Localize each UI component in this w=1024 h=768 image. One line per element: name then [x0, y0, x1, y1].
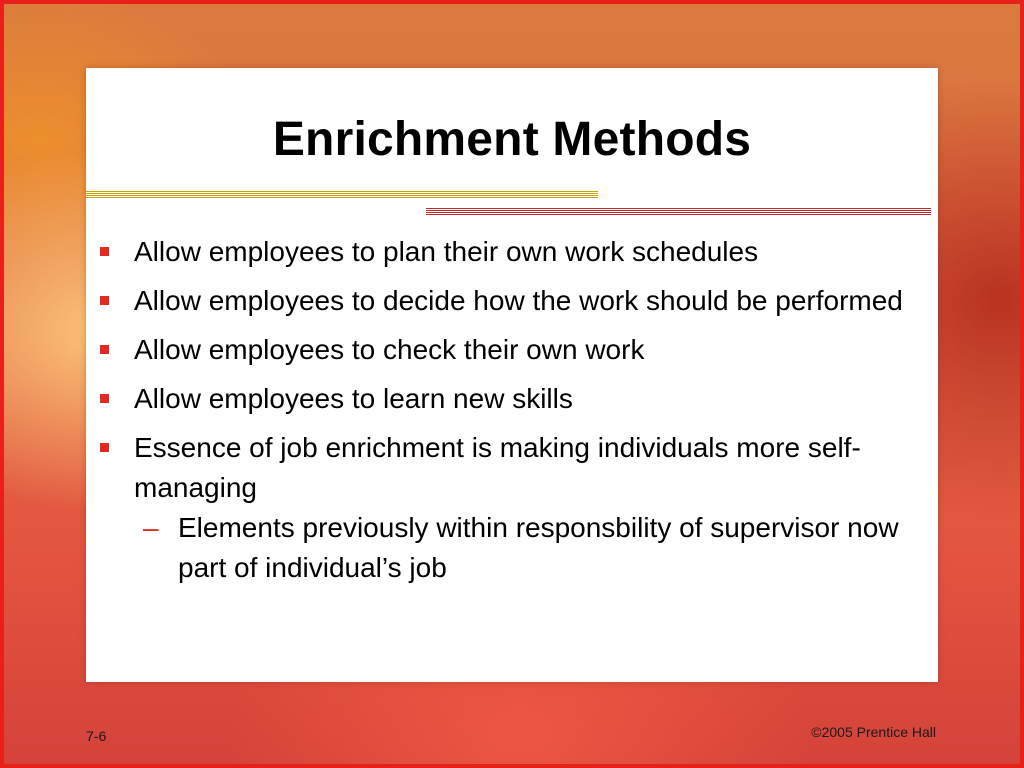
bullet-item — [98, 232, 928, 272]
dash-bullet-icon: – — [143, 512, 159, 543]
bullet-text: Allow employees to decide how the work should be performed — [134, 285, 903, 316]
sub-bullet-text: Elements previously within responsbility of supervisor now part of individual’s job — [178, 512, 899, 583]
slide-title: Enrichment Methods — [272, 113, 752, 166]
bullet-item — [98, 330, 928, 370]
bullet-text: Allow employees to plan their own work schedules — [134, 236, 759, 267]
square-bullet-icon — [100, 443, 109, 452]
red-divider-rule — [426, 208, 931, 216]
content-panel — [86, 68, 938, 682]
sub-bullet-item — [141, 508, 928, 588]
bullet-list — [98, 232, 928, 597]
slide-number: 7-6 — [86, 728, 107, 744]
bullet-text: Essence of job enrichment is making individuals more self-managing — [134, 432, 861, 503]
sub-bullet-list — [134, 508, 928, 588]
square-bullet-icon — [100, 247, 109, 256]
square-bullet-icon — [100, 394, 109, 403]
copyright-notice: ©2005 Prentice Hall — [811, 724, 936, 740]
bullet-item — [98, 379, 928, 419]
bullet-text: Allow employees to learn new skills — [134, 383, 573, 414]
bullet-text: Allow employees to check their own work — [134, 334, 645, 365]
square-bullet-icon — [100, 345, 109, 354]
bullet-item — [98, 281, 928, 321]
gold-divider-rule — [86, 191, 598, 199]
bullet-item — [98, 428, 928, 588]
square-bullet-icon — [100, 296, 109, 305]
